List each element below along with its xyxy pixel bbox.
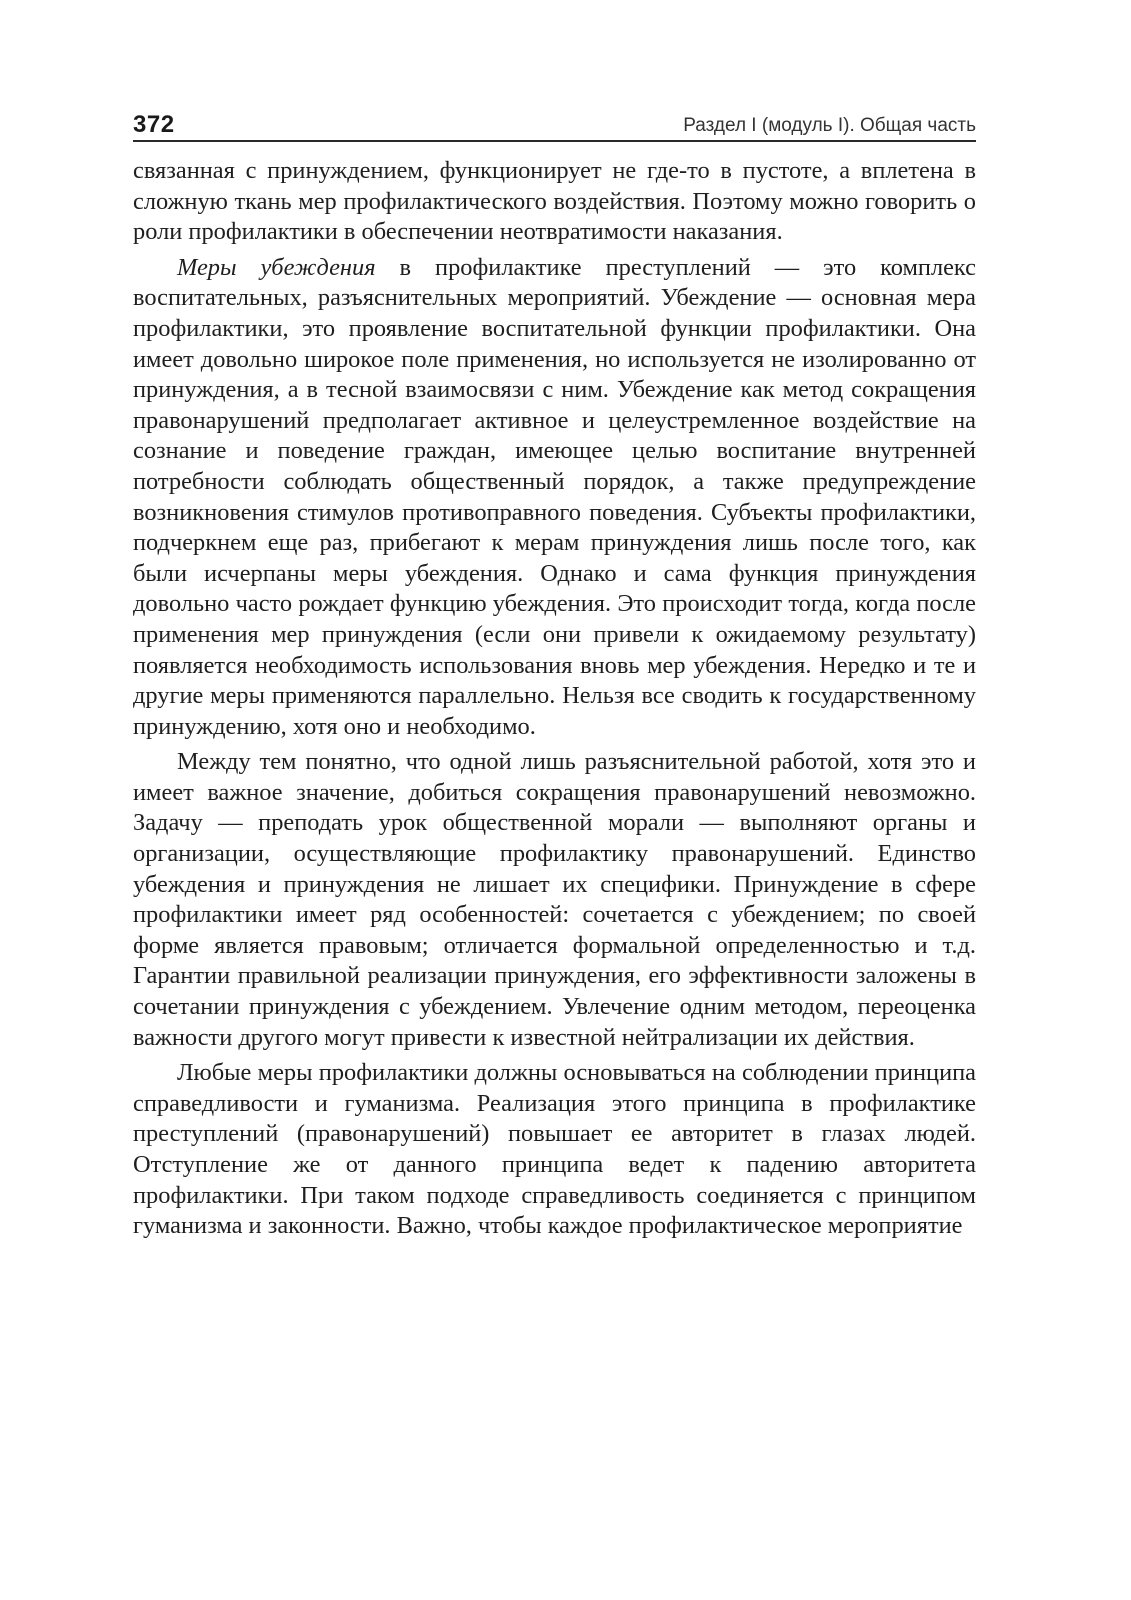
paragraph-4: Любые меры профилактики должны основываться на соблюдении принципа справедливости и гуманизма. Реализация этого принципа в профилактике преступлений (правонарушений) повышает ее авторитет в глазах людей. Отступление же от данного принципа ведет к падению авторитета профилактики. При таком подходе справедливость соединяется с принципом гуманизма и законности. Важно, чтобы каждое профилактическое мероприятие <box>133 1059 976 1240</box>
italic-term: Меры убеждения <box>177 253 376 281</box>
paragraph-2 <box>133 253 976 743</box>
section-title: Раздел I (модуль I). Общая часть <box>683 115 976 136</box>
running-header <box>133 110 976 142</box>
body-text <box>133 156 976 1242</box>
book-page <box>133 110 976 1242</box>
paragraph-2-text: в профилактике преступлений — это комплекс воспитательных, разъяснительных мероприятий. Убеждение — основная мера профилактики, это проявление воспитательной функции профилактики. Она имеет довольно широкое поле применения, но используется не изолированно от принуждения, а в тесной взаимосвязи с ним. Убеждение как метод сокращения правонарушений предполагает активное и целеустремленное воздействие на сознание и поведение граждан, имеющее целью воспитание внутренней потребности соблюдать общественный порядок, а также предупреждение возникновения стимулов противоправного поведения. Субъекты профилактики, подчеркнем еще раз, прибегают к мерам принуждения лишь после того, как были исчерпаны меры убеждения. Однако и сама функция принуждения довольно часто рождает функцию убеждения. Это происходит тогда, когда после применения мер принуждения (если они привели к ожидаемому результату) появляется необходимость использования вновь мер убеждения. Нередко и те и другие меры применяются параллельно. Нельзя все сводить к государственному принуждению, хотя оно и необходимо. <box>133 253 977 740</box>
page-number: 372 <box>133 111 175 138</box>
paragraph-1: связанная с принуждением, функционирует не где-то в пустоте, а вплетена в сложную ткань мер профилактического воздействия. Поэтому можно говорить о роли профилактики в обеспечении неотвратимости наказания. <box>133 157 976 246</box>
paragraph-3: Между тем понятно, что одной лишь разъяснительной работой, хотя это и имеет важное значение, добиться сокращения правонарушений невозможно. Задачу — преподать урок общественной морали — выполняют органы и организации, осуществляющие профилактику правонарушений. Единство убеждения и принуждения не лишает их специфики. Принуждение в сфере профилактики имеет ряд особенностей: сочетается с убеждением; по своей форме является правовым; отличается формальной определенностью и т.д. Гарантии правильной реализации принуждения, его эффективности заложены в сочетании принуждения с убеждением. Увлечение одним методом, переоценка важности другого могут привести к известной нейтрализации их действия. <box>133 748 976 1051</box>
